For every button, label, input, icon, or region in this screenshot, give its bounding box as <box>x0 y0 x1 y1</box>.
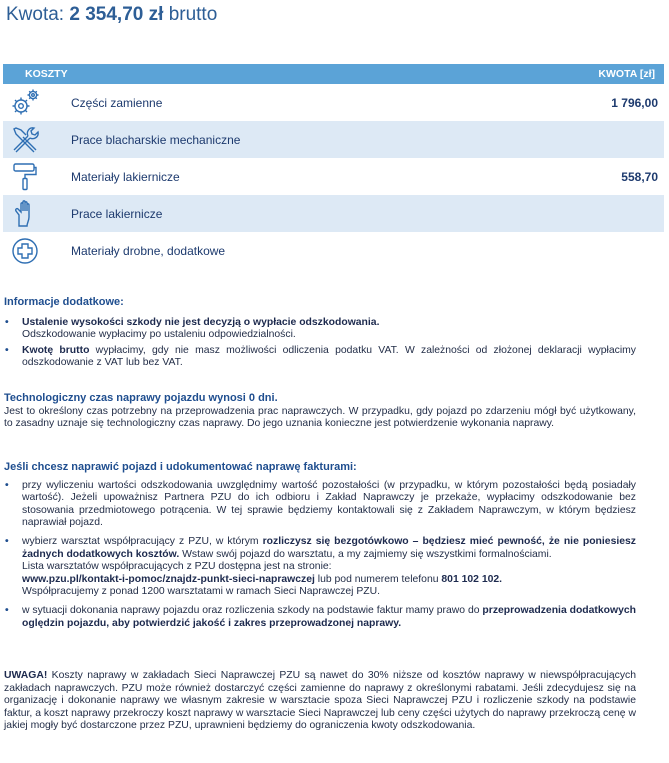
cost-label: Prace lakiernicze <box>71 206 163 221</box>
cost-row-paint-works <box>3 195 664 232</box>
tech-section <box>4 392 636 431</box>
amount-label: Kwota: <box>6 4 65 25</box>
phone-number: 801 102 102. <box>441 573 503 585</box>
cost-label: Części zamienne <box>71 95 163 110</box>
cost-row-paint-materials <box>3 158 664 195</box>
info-section <box>4 296 636 370</box>
info-bullet-2: • Kwotę brutto wypłacimy, gdy nie masz możliwości odliczenia podatku VAT. W zależności od złożonej deklaracji wypłacimy odszkodowanie z VAT lub bez VAT. <box>4 345 636 370</box>
col-costs: KOSZTY <box>25 68 68 80</box>
costs-table-header <box>3 64 664 84</box>
cost-amount: 1 796,00 <box>611 95 658 110</box>
amount-value: 2 354,70 zł <box>69 4 164 25</box>
cost-label: Materiały lakiernicze <box>71 169 180 184</box>
cost-row-bodywork <box>3 121 664 158</box>
glove-icon <box>3 195 47 232</box>
warning-text: Koszty naprawy w zakładach Sieci Naprawczej PZU są nawet do 30% niższe od kosztów naprawy w niewspółpracujących zakładach naprawczych. PZU może również dostarczyć części zamienne do naprawy z określonymi rabatami. Jeśli zdecydujesz się na organizację i dokonanie naprawy we własnym zakresie w warsztacie spoza Sieci Naprawczej PZU i rozliczenie szkody na podstawie faktur, a koszt naprawy przekroczy koszt naprawy w warsztacie Sieci Naprawczej lub ceny części użytych do naprawy przekroczą cenę w jakiej mogły być dostarczone przez PZU, uprawnieni będziemy do ograniczenia kwoty odszkodowania. <box>4 670 636 732</box>
costs-table <box>3 64 664 269</box>
tech-title: Technologiczny czas naprawy pojazdu wynosi 0 dni. <box>4 392 278 404</box>
info-title: Informacje dodatkowe: <box>4 296 124 308</box>
cost-row-parts <box>3 84 664 121</box>
col-amount: KWOTA [zł] <box>598 68 655 80</box>
paint-roller-icon <box>3 158 47 195</box>
repair-bullet-1: • przy wyliczeniu wartości odszkodowania uwzględnimy wartość pozostałości (w przypadku, w którym pozostałości będą posiadały wartość). Jeżeli upoważnisz Partnera PZU do ich odbioru i Zakład Naprawczy je przekaże, wypłacimy odszkodowanie bez stosowania przedmiotowego potrącenia. W tej sprawie będziemy kontaktowali się z Zakładem Naprawczym, w którym będziesz naprawiał pojazd. <box>4 480 636 530</box>
plus-circle-icon <box>3 232 47 269</box>
workshop-link[interactable]: www.pzu.pl/kontakt-i-pomoc/znajdz-punkt-sieci-naprawczej <box>22 573 315 585</box>
cost-label: Prace blacharskie mechaniczne <box>71 132 241 147</box>
cost-label: Materiały drobne, dodatkowe <box>71 243 226 258</box>
warning-label: UWAGA! <box>4 670 48 681</box>
repair-bullet-2: • wybierz warsztat współpracujący z PZU, w którym rozliczysz się bezgotówkowo – będziesz mieć pewność, że nie poniesiesz żadnych dodatkowych kosztów. Wstaw swój pojazd do warsztatu, a my zajmiemy się wszystkimi formalnościami. Lista warsztatów współpracujących z PZU dostępna jest na stronie: www.pzu.pl/kontakt-i-pomoc/znajdz-punkt-sieci-naprawczej lub pod numerem telefonu 801 102 102. Współpracujemy z ponad 1200 warsztatami w ramach Sieci Naprawczej PZU. <box>4 536 636 599</box>
cost-amount: 558,70 <box>621 169 658 184</box>
total-amount <box>6 4 217 26</box>
tech-text: Jest to określony czas potrzebny na przeprowadzenia prac naprawczych. W przypadku, gdy pojazd po zdarzeniu mógł być użytkowany, to zasadny uznaje się technologiczny czas naprawy. Do jego uznania konieczne jest potwierdzenie wykonania naprawy. <box>4 405 636 430</box>
repair-section <box>4 461 636 630</box>
warning-section <box>4 670 636 733</box>
tools-icon <box>3 121 47 158</box>
amount-suffix: brutto <box>168 4 218 25</box>
gears-icon <box>3 84 47 121</box>
info-bullet-1: • Ustalenie wysokości szkody nie jest decyzją o wypłacie odszkodowania. Odszkodowanie wypłacimy po ustaleniu odpowiedzialności. <box>4 317 636 342</box>
repair-title: Jeśli chcesz naprawić pojazd i udokumentować naprawę fakturami: <box>4 461 357 473</box>
repair-bullet-3: • w sytuacji dokonania naprawy pojazdu oraz rozliczenia szkody na podstawie faktur mamy prawo do przeprowadzenia dodatkowych oględzin pojazdu, aby potwierdzić jakość i zakres przeprowadzonej naprawy. <box>4 605 636 630</box>
cost-row-small-materials <box>3 232 664 269</box>
